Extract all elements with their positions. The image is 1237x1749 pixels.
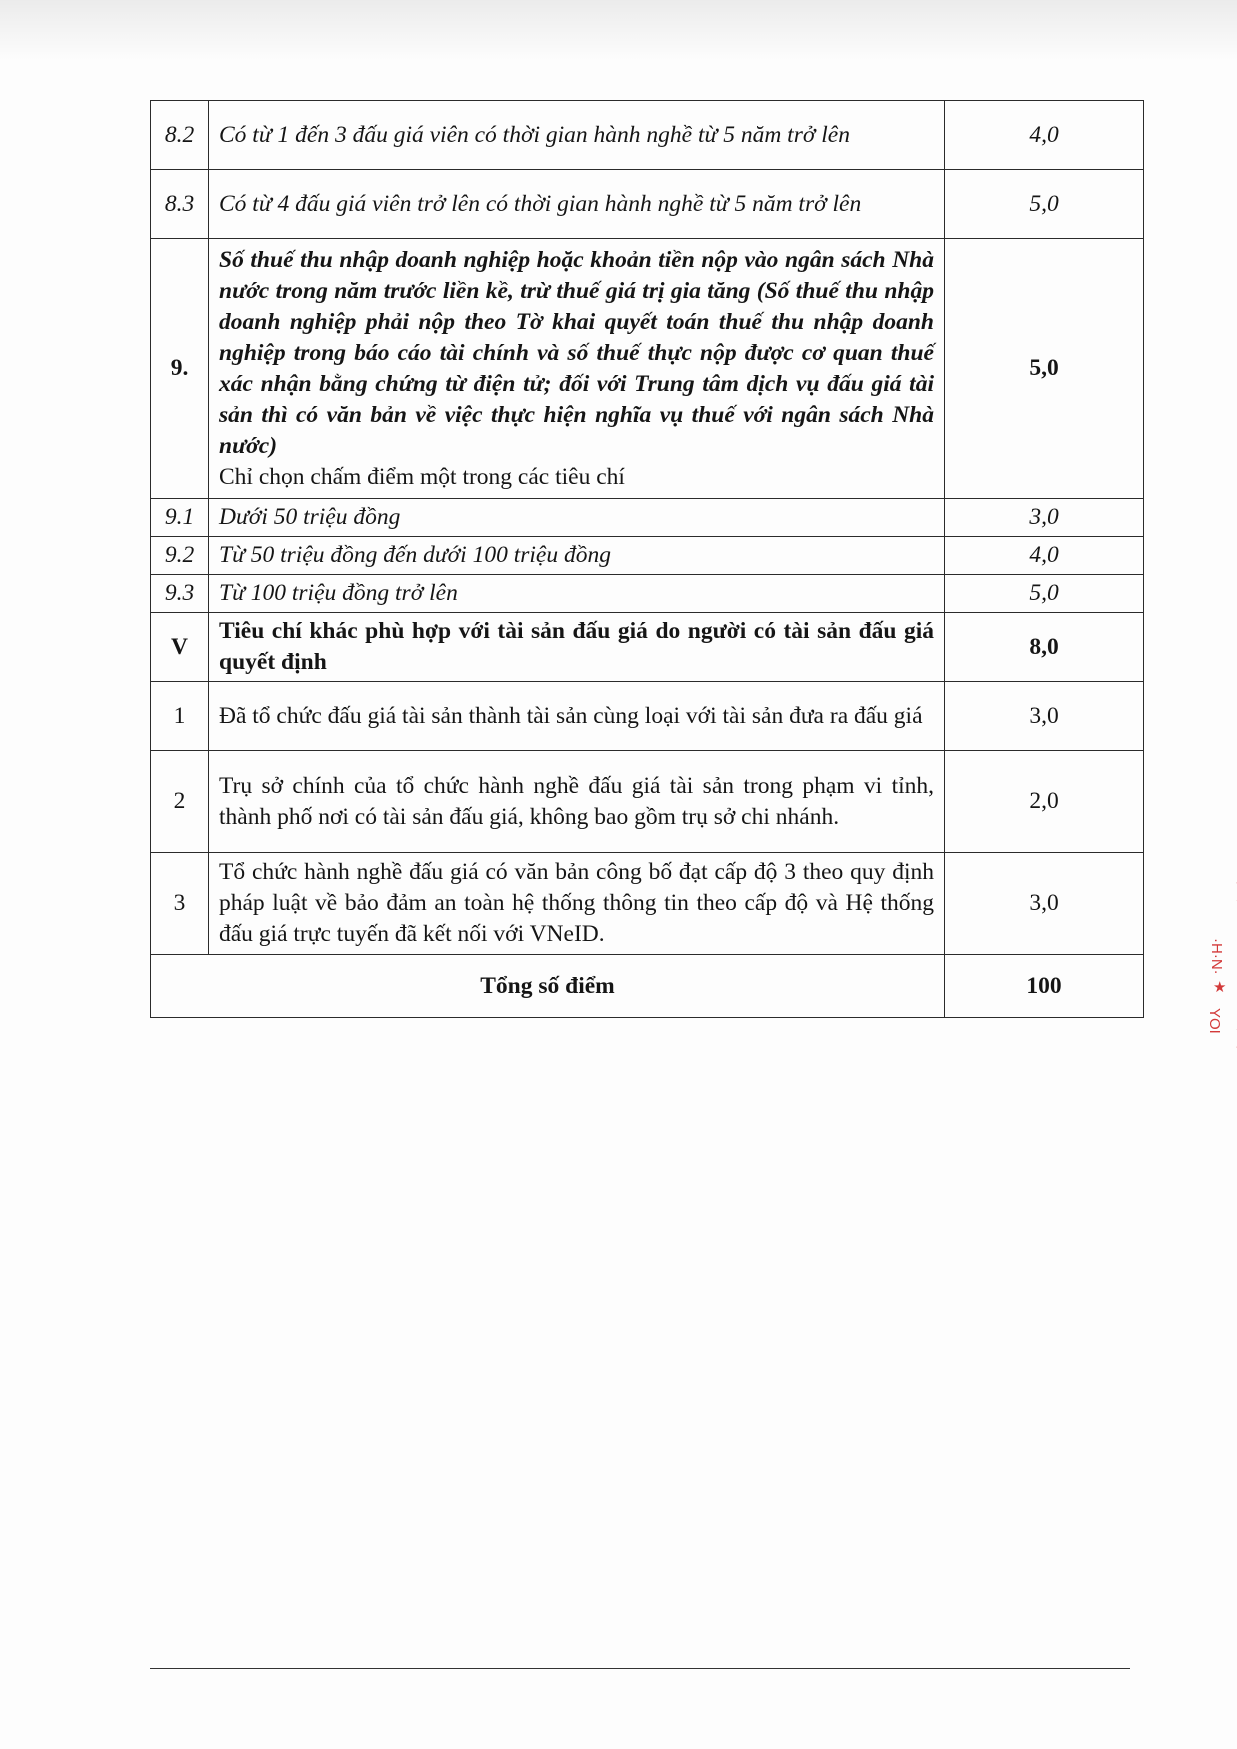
row-number: 9. — [151, 239, 209, 499]
row-number: 2 — [151, 751, 209, 853]
page-top-shade — [0, 0, 1237, 60]
row-number: 8.3 — [151, 170, 209, 239]
row-description: Tổ chức hành nghề đấu giá có văn bản công bố đạt cấp độ 3 theo quy định pháp luật về bảo đảm an toàn hệ thống thông tin theo cấp độ và Hệ thống đấu giá trực tuyến đã kết nối với VNeID. — [209, 853, 945, 955]
row-number: V — [151, 613, 209, 682]
table-row — [151, 537, 1144, 575]
row-description: Trụ sở chính của tổ chức hành nghề đấu giá tài sản trong phạm vi tỉnh, thành phố nơi có tài sản đấu giá, không bao gồm trụ sở chi nhánh. — [209, 751, 945, 853]
table-row — [151, 575, 1144, 613]
row-score: 3,0 — [945, 682, 1144, 751]
total-score: 100 — [945, 955, 1144, 1018]
row-description: Từ 100 triệu đồng trở lên — [209, 575, 945, 613]
row-description: Đã tổ chức đấu giá tài sản thành tài sản cùng loại với tài sản đưa ra đấu giá — [209, 682, 945, 751]
row-description: Số thuế thu nhập doanh nghiệp hoặc khoản tiền nộp vào ngân sách Nhà nước trong năm trước liền kề, trừ thuế giá trị gia tăng (Số thuế thu nhập doanh nghiệp phải nộp theo Tờ khai quyết toán thuế thu nhập doanh nghiệp trong báo cáo tài chính và số thuế thực nộp được cơ quan thuế xác nhận bằng chứng từ điện tử; đối với Trung tâm dịch vụ đấu giá tài sản thì có văn bản về việc thực hiện nghĩa vụ thuế với ngân sách Nhà nước) — [219, 246, 934, 459]
footer-divider — [150, 1668, 1130, 1669]
row-number: 8.2 — [151, 101, 209, 170]
table-row — [151, 101, 1144, 170]
table-row — [151, 239, 1144, 499]
row-score: 2,0 — [945, 751, 1144, 853]
row-score: 3,0 — [945, 853, 1144, 955]
row-description: Có từ 1 đến 3 đấu giá viên có thời gian hành nghề từ 5 năm trở lên — [209, 101, 945, 170]
row-note: Chỉ chọn chấm điểm một trong các tiêu chí — [219, 463, 625, 490]
row-number: 9.2 — [151, 537, 209, 575]
table-row — [151, 682, 1144, 751]
svg-text:★: ★ — [1213, 978, 1227, 996]
row-description: Tiêu chí khác phù hợp với tài sản đấu giá do người có tài sản đấu giá quyết định — [209, 613, 945, 682]
row-score: 5,0 — [945, 575, 1144, 613]
table-row — [151, 499, 1144, 537]
row-description: Dưới 50 triệu đồng — [209, 499, 945, 537]
table-row — [151, 853, 1144, 955]
row-number: 3 — [151, 853, 209, 955]
row-score: 5,0 — [945, 170, 1144, 239]
row-score: 8,0 — [945, 613, 1144, 682]
row-score: 3,0 — [945, 499, 1144, 537]
row-score: 5,0 — [945, 239, 1144, 499]
total-label: Tổng số điểm — [151, 955, 945, 1018]
row-number: 9.3 — [151, 575, 209, 613]
svg-text:·H·N·: ·H·N· — [1208, 938, 1225, 975]
scoring-criteria-table — [150, 100, 1144, 1018]
row-description: Từ 50 triệu đồng đến dưới 100 triệu đồng — [209, 537, 945, 575]
row-score: 4,0 — [945, 537, 1144, 575]
table-row — [151, 613, 1144, 682]
table-row — [151, 170, 1144, 239]
seal-stamp-icon — [1190, 880, 1237, 1050]
row-description-cell — [209, 239, 945, 499]
row-number: 9.1 — [151, 499, 209, 537]
total-row — [151, 955, 1144, 1018]
table-row — [151, 751, 1144, 853]
row-score: 4,0 — [945, 101, 1144, 170]
svg-text:YOI: YOI — [1206, 1008, 1223, 1034]
row-description: Có từ 4 đấu giá viên trở lên có thời gian hành nghề từ 5 năm trở lên — [209, 170, 945, 239]
row-number: 1 — [151, 682, 209, 751]
